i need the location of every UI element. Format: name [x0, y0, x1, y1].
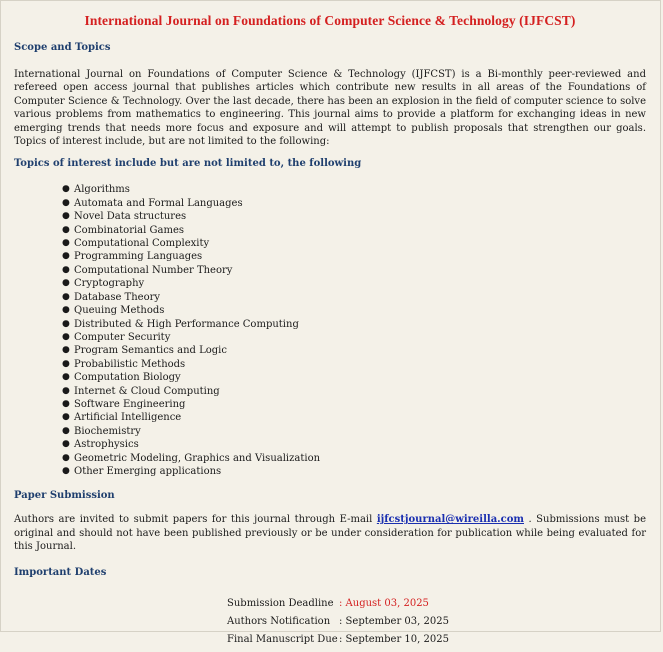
date-value: : September 10, 2025: [339, 633, 449, 645]
topic-item: [62, 438, 646, 451]
bullet-icon: ●: [62, 425, 70, 436]
topic-label: Programming Languages: [74, 251, 203, 263]
bullet-icon: ●: [62, 264, 70, 275]
topic-label: Internet & Cloud Computing: [74, 385, 220, 397]
topic-item: [62, 210, 646, 223]
page-title: International Journal on Foundations of Computer Science & Technology (IJFCST): [84, 13, 576, 28]
bullet-icon: ●: [62, 412, 70, 423]
topic-label: Computational Number Theory: [74, 264, 233, 276]
topic-item: [62, 411, 646, 424]
topic-label: Other Emerging applications: [74, 465, 222, 477]
topics-list: [14, 183, 646, 478]
submission-text: [14, 513, 646, 553]
topic-label: Computer Security: [74, 331, 171, 343]
topic-item: [62, 398, 646, 411]
bullet-icon: ●: [62, 224, 70, 235]
topic-item: [62, 197, 646, 210]
date-label: Final Manuscript Due: [227, 633, 338, 645]
date-row: [227, 598, 449, 616]
submission-heading: Paper Submission: [14, 490, 115, 502]
bullet-icon: ●: [62, 345, 70, 356]
topic-label: Combinatorial Games: [74, 224, 184, 236]
topic-item: [62, 250, 646, 263]
bullet-icon: ●: [62, 372, 70, 383]
topic-label: Novel Data structures: [74, 211, 187, 223]
topic-item: [62, 277, 646, 290]
topic-item: [62, 344, 646, 357]
topic-item: [62, 452, 646, 465]
topic-label: Software Engineering: [74, 398, 186, 410]
bullet-icon: ●: [62, 305, 70, 316]
topic-label: Automata and Formal Languages: [74, 197, 243, 209]
date-row: [227, 616, 449, 634]
date-value: : August 03, 2025: [339, 597, 429, 609]
bullet-icon: ●: [62, 238, 70, 249]
date-label: Submission Deadline: [227, 597, 334, 609]
bullet-icon: ●: [62, 318, 70, 329]
topic-item: [62, 465, 646, 478]
bullet-icon: ●: [62, 358, 70, 369]
bullet-icon: ●: [62, 398, 70, 409]
topic-label: Probabilistic Methods: [74, 358, 186, 370]
bullet-icon: ●: [62, 439, 70, 450]
scope-heading: Scope and Topics: [14, 42, 111, 53]
scope-text: International Journal on Foundations of Computer Science & Technology (IJFCST) is a Bi-monthly peer-reviewed and refereed open access journal that publishes articles which contribute new results in all areas of the Foundations of Computer Science & Technology. Over the last decade, there has been an explosion in the field of computer science to solve various problems from mathematics to engineering. This journal aims to provide a platform for exchanging ideas in new emerging trends that needs more focus and exposure and will attempt to publish proposals that strengthen our goals. Topics of interest include, but are not limited to the following:: [14, 69, 646, 148]
topic-item: [62, 237, 646, 250]
topic-label: Cryptography: [74, 278, 145, 290]
bullet-icon: ●: [62, 291, 70, 302]
topic-label: Algorithms: [74, 184, 130, 196]
topics-heading: Topics of interest include but are not limited to, the following: [14, 158, 362, 170]
dates-table: [227, 598, 449, 652]
topic-label: Astrophysics: [74, 439, 139, 451]
topic-label: Program Semantics and Logic: [74, 345, 227, 357]
topic-item: [62, 304, 646, 317]
topic-item: [62, 371, 646, 384]
date-row: [227, 634, 449, 652]
bullet-icon: ●: [62, 184, 70, 195]
topic-item: [62, 291, 646, 304]
topic-item: [62, 331, 646, 344]
submission-text-after: . Submissions must be original and should not have been published previously or be under consideration for publication while being evaluated for this Journal.: [14, 514, 646, 553]
bullet-icon: ●: [62, 211, 70, 222]
dates-heading: Important Dates: [14, 566, 107, 578]
topic-label: Artificial Intelligence: [74, 412, 182, 424]
submission-email-link[interactable]: ijfcstjournal@wireilla.com: [376, 514, 524, 526]
topic-label: Biochemistry: [74, 425, 141, 437]
topic-label: Distributed & High Performance Computing: [74, 318, 299, 330]
topic-item: [62, 358, 646, 371]
date-label: Authors Notification: [227, 615, 331, 627]
topic-label: Computational Complexity: [74, 238, 210, 250]
topic-item: [62, 425, 646, 438]
submission-text-before: Authors are invited to submit papers for this journal through E-mail: [14, 514, 377, 526]
bullet-icon: ●: [62, 465, 70, 476]
topic-item: [62, 385, 646, 398]
bullet-icon: ●: [62, 331, 70, 342]
bullet-icon: ●: [62, 251, 70, 262]
topic-label: Geometric Modeling, Graphics and Visualization: [74, 452, 321, 464]
topic-item: [62, 183, 646, 196]
topic-label: Queuing Methods: [74, 305, 165, 317]
bullet-icon: ●: [62, 278, 70, 289]
topic-item: [62, 318, 646, 331]
topic-label: Database Theory: [74, 291, 161, 303]
bullet-icon: ●: [62, 452, 70, 463]
date-value: : September 03, 2025: [339, 615, 449, 627]
bullet-icon: ●: [62, 197, 70, 208]
topic-item: [62, 264, 646, 277]
topic-label: Computation Biology: [74, 372, 181, 384]
bullet-icon: ●: [62, 385, 70, 396]
topic-item: [62, 224, 646, 237]
